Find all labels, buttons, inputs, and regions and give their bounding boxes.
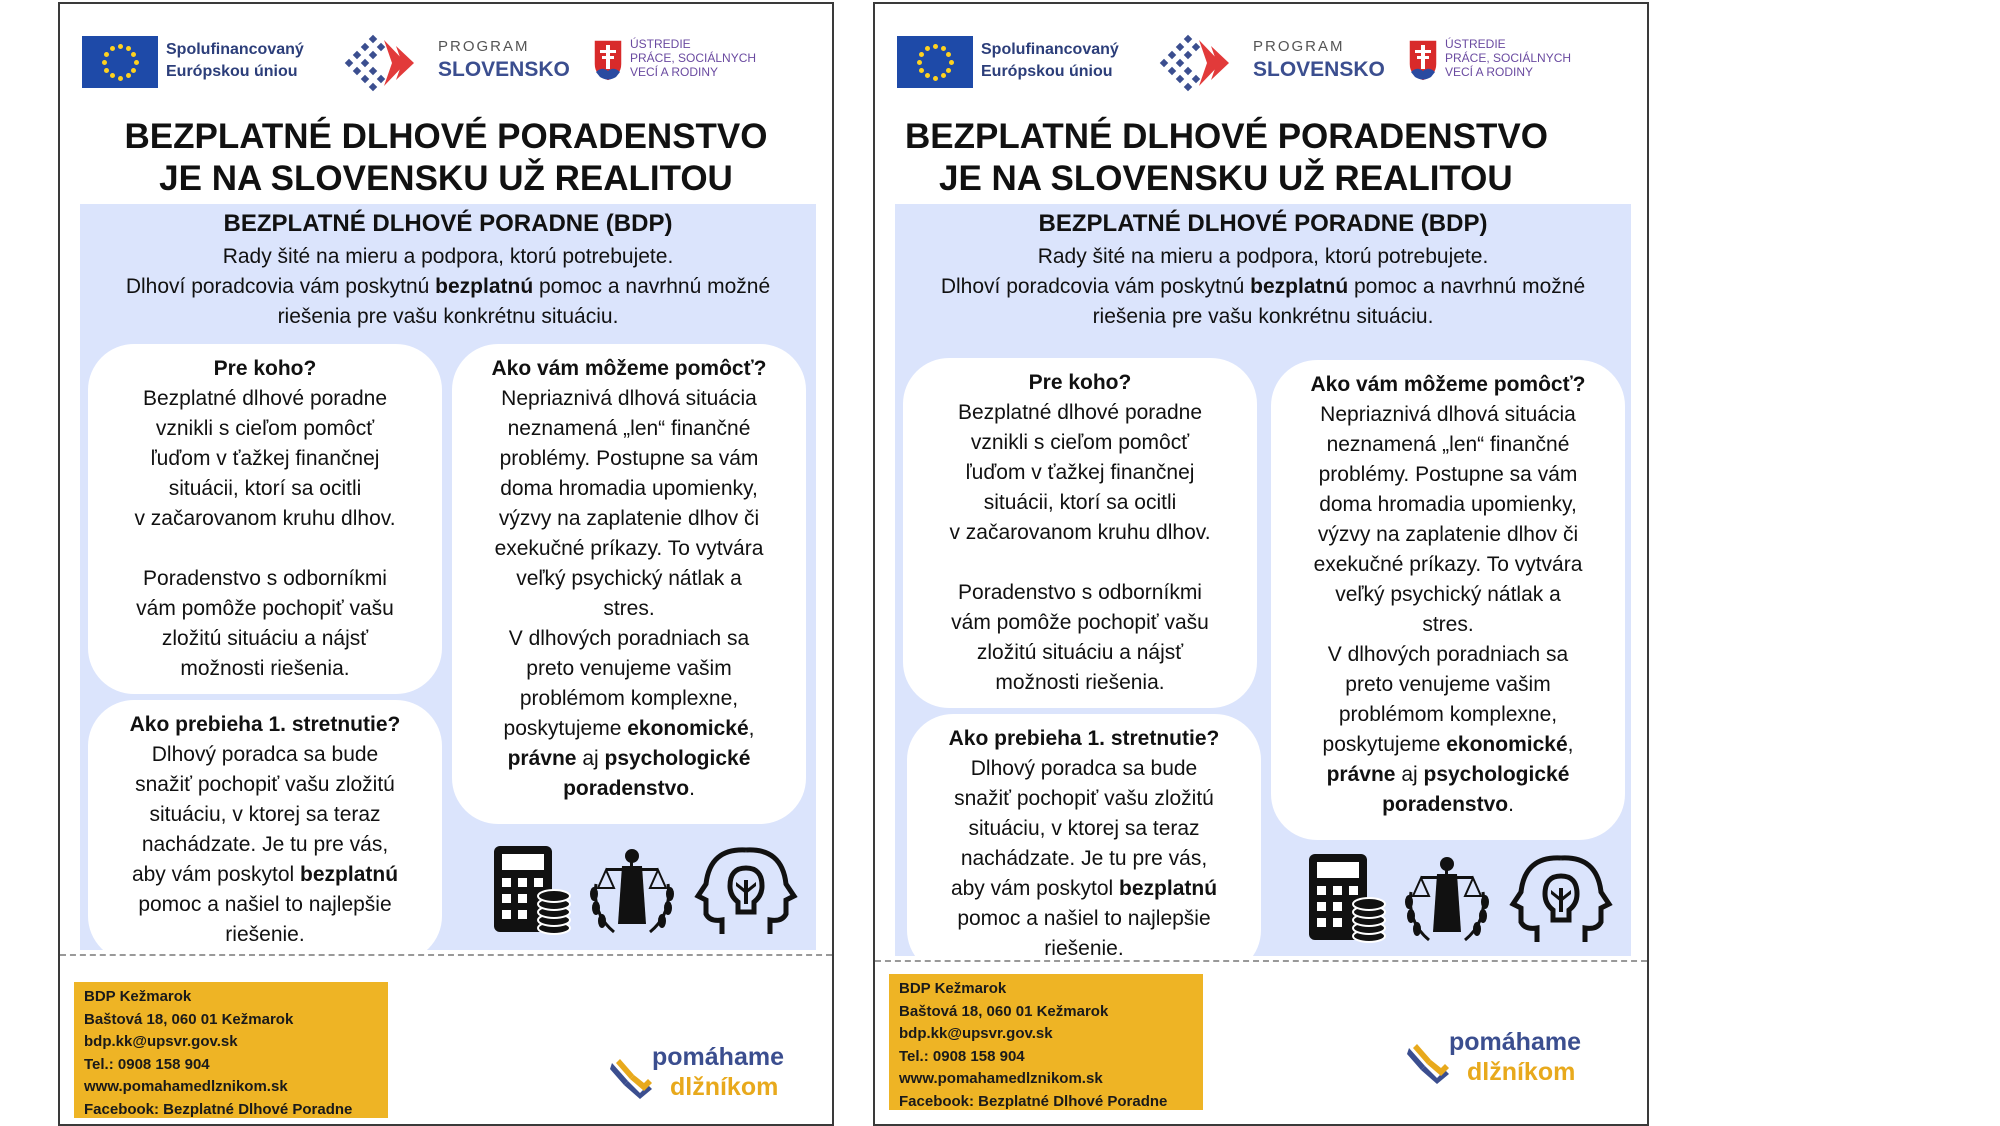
how-help-line: , [1567, 733, 1574, 756]
first-meeting-line: Dlhový poradca sa bude [970, 757, 1198, 780]
how-help-line: veľký psychický nátlak a [516, 567, 742, 590]
how-help-line: poskytujeme [503, 717, 628, 740]
how-help-line: aj [1395, 763, 1424, 786]
psychology-heads-icon [1507, 852, 1615, 944]
how-help-line: . [1508, 793, 1514, 816]
for-whom-heading: Pre koho? [213, 357, 317, 380]
pomahame-dlznikom-logo [1405, 1024, 1615, 1094]
program-slovensko-logo-icon [1159, 32, 1233, 94]
how-help-line: problémom komplexne, [519, 687, 739, 710]
eu-star-icon [104, 52, 109, 57]
contact-email-link[interactable]: bdp.kk@upsvr.gov.sk [899, 1025, 1053, 1042]
intro-line1: Rady šité na mieru a podpora, ktorú potrebujete. [1037, 245, 1489, 268]
how-help-line: výzvy na zaplatenie dlhov či [498, 507, 760, 530]
how-help-bold: psychologické [604, 747, 751, 770]
bdp-heading: BEZPLATNÉ DLHOVÉ PORADNE (BDP) [223, 210, 673, 237]
for-whom-line: situácii, ktorí sa ocitli [168, 477, 362, 500]
card-first-meeting [88, 700, 442, 962]
eu-label-line2: Európskou úniou [166, 63, 298, 80]
eu-star-icon [919, 68, 924, 73]
eu-cofinanced-label [166, 39, 304, 83]
for-whom-line: Poradenstvo s odborníkmi [143, 567, 387, 590]
how-help-line: doma hromadia upomienky, [500, 477, 758, 500]
brand-line2: dlžníkom [670, 1073, 779, 1101]
helping-hands-icon [1405, 1038, 1451, 1086]
main-title [60, 116, 832, 200]
how-help-line: poskytujeme [1322, 733, 1447, 756]
intro-line2-c: pomoc a navrhnú možné [533, 275, 771, 298]
how-help-line: V dlhových poradniach sa [1327, 643, 1569, 666]
eu-flag-icon [897, 36, 973, 88]
how-help-bold: ekonomické [1446, 733, 1568, 756]
first-meeting-text [108, 740, 422, 950]
first-meeting-text [927, 754, 1241, 964]
for-whom-line: ľuďom v ťažkej finančnej [965, 461, 1195, 484]
first-meeting-line: snažiť pochopiť vašu zložitú [954, 787, 1214, 810]
intro-line2-a: Dlhoví poradcovia vám poskytnú [125, 275, 436, 298]
dashed-divider [875, 960, 1647, 962]
intro-line2 [80, 272, 816, 302]
eu-star-icon [126, 73, 131, 78]
intro-line2-bold: bezplatnú [435, 275, 534, 298]
intro-line2 [895, 272, 1631, 302]
eu-star-icon [131, 68, 136, 73]
how-help-line: , [748, 717, 755, 740]
upsvr-line1: ÚSTREDIE [630, 37, 691, 51]
for-whom-line: vám pomôže pochopiť vašu [136, 597, 394, 620]
slovensko-label: SLOVENSKO [438, 58, 570, 81]
intro-line2-bold: bezplatnú [1250, 275, 1349, 298]
card-how-help [452, 344, 806, 824]
how-help-line: problémy. Postupne sa vám [1318, 463, 1578, 486]
card-for-whom [88, 344, 442, 694]
how-help-heading: Ako vám môžeme pomôcť? [491, 357, 767, 380]
how-help-line: preto venujeme vašim [526, 657, 732, 680]
contact-box [889, 974, 1203, 1110]
intro-line3: riešenia pre vašu konkrétnu situáciu. [277, 305, 619, 328]
how-help-line: veľký psychický nátlak a [1335, 583, 1561, 606]
eu-label-line2: Európskou úniou [981, 63, 1113, 80]
contact-box [74, 982, 388, 1118]
calculator-coins-icon [492, 844, 572, 936]
service-icons [1307, 852, 1617, 948]
eu-star-icon [110, 73, 115, 78]
justice-scales-icon [584, 844, 680, 936]
eu-star-icon [917, 60, 922, 65]
flyer-right [873, 2, 1649, 1126]
card-how-help [1271, 360, 1625, 840]
how-help-line: problémy. Postupne sa vám [499, 447, 759, 470]
eu-star-icon [118, 76, 123, 81]
eu-label-line1: Spolufinancovaný [166, 41, 304, 58]
upsvr-line2: PRÁCE, SOCIÁLNYCH [630, 51, 757, 65]
psychology-heads-icon [692, 844, 800, 936]
first-meeting-line: nachádzate. Je tu pre vás, [960, 847, 1208, 870]
header-logos [82, 28, 810, 100]
first-meeting-line: nachádzate. Je tu pre vás, [141, 833, 389, 856]
intro-line2-a: Dlhoví poradcovia vám poskytnú [940, 275, 1251, 298]
contact-phone: Tel.: 0908 158 904 [899, 1047, 1025, 1065]
first-meeting-line: aby vám poskytol [950, 877, 1120, 900]
eu-star-icon [102, 60, 107, 65]
bdp-description [80, 242, 816, 332]
for-whom-line: vám pomôže pochopiť vašu [951, 611, 1209, 634]
first-meeting-line: riešenie. [1044, 937, 1124, 960]
how-help-line: Nepriaznivá dlhová situácia [1320, 403, 1576, 426]
for-whom-line: Bezplatné dlhové poradne [142, 387, 388, 410]
how-help-line: neznamená „len“ finančné [507, 417, 751, 440]
upsvr-line3: VECÍ A RODINY [630, 65, 719, 79]
how-help-line: exekučné príkazy. To vytvára [494, 537, 764, 560]
for-whom-line: situácii, ktorí sa ocitli [983, 491, 1177, 514]
intro-line3: riešenia pre vašu konkrétnu situáciu. [1092, 305, 1434, 328]
contact-facebook: Facebook: Bezplatné Dlhové Poradne [899, 1092, 1168, 1110]
eu-cofinanced-label [981, 39, 1119, 83]
contact-name: BDP Kežmarok [899, 980, 1007, 997]
brand-line1: pomáhame [1449, 1028, 1581, 1056]
program-label: PROGRAM [438, 38, 530, 55]
eu-star-icon [925, 46, 930, 51]
eu-star-icon [919, 52, 924, 57]
how-help-bold: právne [507, 747, 577, 770]
title-line2: JE NA SLOVENSKU UŽ REALITOU [159, 159, 733, 198]
first-meeting-line: situáciu, v ktorej sa teraz [968, 817, 1200, 840]
how-help-bold: poradenstvo [1382, 793, 1509, 816]
justice-scales-icon [1399, 852, 1495, 944]
card-first-meeting [907, 714, 1261, 976]
program-label: PROGRAM [1253, 38, 1345, 55]
service-icons [492, 844, 802, 940]
eu-star-icon [126, 46, 131, 51]
slovak-coat-of-arms-icon [592, 38, 624, 82]
for-whom-line: zložitú situáciu a nájsť [161, 627, 369, 650]
for-whom-line: možnosti riešenia. [180, 657, 350, 680]
eu-star-icon [134, 60, 139, 65]
how-help-line: preto venujeme vašim [1345, 673, 1551, 696]
title-line2: JE NA SLOVENSKU UŽ REALITOU [939, 159, 1513, 198]
how-help-heading: Ako vám môžeme pomôcť? [1310, 373, 1586, 396]
first-meeting-line: situáciu, v ktorej sa teraz [149, 803, 381, 826]
eu-star-icon [131, 52, 136, 57]
how-help-line: doma hromadia upomienky, [1319, 493, 1577, 516]
main-title [905, 116, 1647, 200]
for-whom-line: ľuďom v ťažkej finančnej [150, 447, 380, 470]
eu-star-icon [933, 76, 938, 81]
how-help-bold: psychologické [1423, 763, 1570, 786]
eu-star-icon [925, 73, 930, 78]
intro-line1: Rady šité na mieru a podpora, ktorú potrebujete. [222, 245, 674, 268]
how-help-bold: poradenstvo [563, 777, 690, 800]
for-whom-line: vznikli s cieľom pomôcť [155, 417, 375, 440]
info-panel [80, 204, 816, 950]
first-meeting-bold: bezplatnú [300, 863, 399, 886]
for-whom-line: vznikli s cieľom pomôcť [970, 431, 1190, 454]
calculator-coins-icon [1307, 852, 1387, 944]
upsvr-line3: VECÍ A RODINY [1445, 65, 1534, 79]
first-meeting-line: pomoc a našiel to najlepšie [138, 893, 392, 916]
how-help-line: aj [576, 747, 605, 770]
eu-label-line1: Spolufinancovaný [981, 41, 1119, 58]
pomahame-dlznikom-logo [608, 1039, 818, 1109]
for-whom-heading: Pre koho? [1028, 371, 1132, 394]
eu-star-icon [941, 73, 946, 78]
how-help-line: problémom komplexne, [1338, 703, 1558, 726]
bdp-heading: BEZPLATNÉ DLHOVÉ PORADNE (BDP) [1038, 210, 1488, 237]
contact-website-link[interactable]: www.pomahamedlznikom.sk [84, 1078, 288, 1095]
for-whom-line: v začarovanom kruhu dlhov. [949, 521, 1211, 544]
eu-flag-icon [82, 36, 158, 88]
upsvr-line1: ÚSTREDIE [1445, 37, 1506, 51]
contact-email-link[interactable]: bdp.kk@upsvr.gov.sk [84, 1033, 238, 1050]
intro-line2-c: pomoc a navrhnú možné [1348, 275, 1586, 298]
contact-name: BDP Kežmarok [84, 988, 192, 1005]
first-meeting-line: aby vám poskytol [131, 863, 301, 886]
how-help-bold: ekonomické [627, 717, 749, 740]
eu-star-icon [110, 46, 115, 51]
title-line1: BEZPLATNÉ DLHOVÉ PORADENSTVO [124, 117, 768, 156]
for-whom-line: v začarovanom kruhu dlhov. [134, 507, 396, 530]
how-help-line: neznamená „len“ finančné [1326, 433, 1570, 456]
info-panel [895, 204, 1631, 960]
title-line1: BEZPLATNÉ DLHOVÉ PORADENSTVO [905, 117, 1549, 156]
first-meeting-bold: bezplatnú [1119, 877, 1218, 900]
how-help-line: stres. [603, 597, 655, 620]
brand-line1: pomáhame [652, 1043, 784, 1071]
helping-hands-icon [608, 1053, 654, 1101]
first-meeting-line: riešenie. [225, 923, 305, 946]
upsvr-label [1445, 37, 1571, 79]
contact-address: Baštová 18, 060 01 Kežmarok [84, 1010, 294, 1028]
program-slovensko-logo-icon [344, 32, 418, 94]
upsvr-line2: PRÁCE, SOCIÁLNYCH [1445, 51, 1572, 65]
how-help-text [472, 384, 786, 804]
for-whom-line: možnosti riešenia. [995, 671, 1165, 694]
first-meeting-heading: Ako prebieha 1. stretnutie? [948, 727, 1220, 750]
for-whom-para2 [108, 564, 422, 684]
first-meeting-line: snažiť pochopiť vašu zložitú [135, 773, 395, 796]
for-whom-line: Poradenstvo s odborníkmi [958, 581, 1202, 604]
how-help-line: výzvy na zaplatenie dlhov či [1317, 523, 1579, 546]
eu-star-icon [941, 46, 946, 51]
contact-facebook: Facebook: Bezplatné Dlhové Poradne [84, 1100, 353, 1118]
for-whom-para2 [923, 578, 1237, 698]
contact-address: Baštová 18, 060 01 Kežmarok [899, 1002, 1109, 1020]
for-whom-line: Bezplatné dlhové poradne [957, 401, 1203, 424]
eu-star-icon [118, 44, 123, 49]
dashed-divider [60, 954, 832, 956]
how-help-text [1291, 400, 1605, 820]
for-whom-para1 [108, 384, 422, 534]
contact-phone: Tel.: 0908 158 904 [84, 1055, 210, 1073]
flyer-left [58, 2, 834, 1126]
how-help-line: V dlhových poradniach sa [508, 627, 750, 650]
eu-star-icon [946, 68, 951, 73]
contact-website-link[interactable]: www.pomahamedlznikom.sk [899, 1070, 1103, 1087]
how-help-line: Nepriaznivá dlhová situácia [501, 387, 757, 410]
how-help-bold: právne [1326, 763, 1396, 786]
how-help-line: stres. [1422, 613, 1474, 636]
eu-star-icon [946, 52, 951, 57]
for-whom-para1 [923, 398, 1237, 548]
brand-line2: dlžníkom [1467, 1058, 1576, 1086]
eu-star-icon [104, 68, 109, 73]
bdp-description [895, 242, 1631, 332]
upsvr-label [630, 37, 756, 79]
header-logos [897, 28, 1625, 100]
how-help-line: . [689, 777, 695, 800]
slovak-coat-of-arms-icon [1407, 38, 1439, 82]
first-meeting-heading: Ako prebieha 1. stretnutie? [129, 713, 401, 736]
first-meeting-line: pomoc a našiel to najlepšie [957, 907, 1211, 930]
card-for-whom [903, 358, 1257, 708]
eu-star-icon [933, 44, 938, 49]
eu-star-icon [949, 60, 954, 65]
slovensko-label: SLOVENSKO [1253, 58, 1385, 81]
how-help-line: exekučné príkazy. To vytvára [1313, 553, 1583, 576]
first-meeting-line: Dlhový poradca sa bude [151, 743, 379, 766]
for-whom-line: zložitú situáciu a nájsť [976, 641, 1184, 664]
